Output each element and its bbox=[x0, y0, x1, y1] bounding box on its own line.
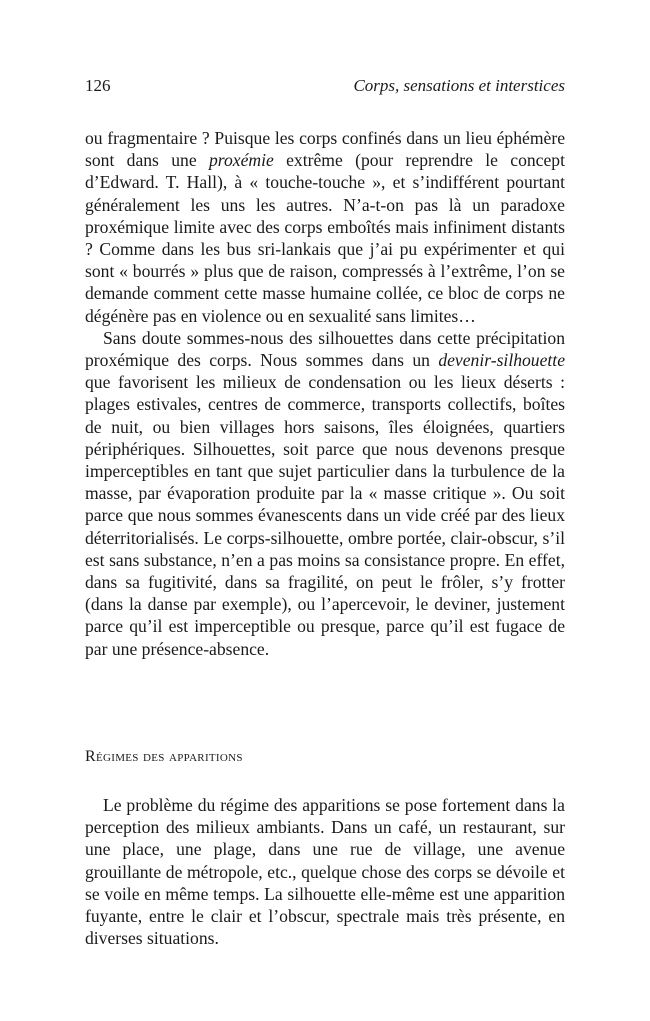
paragraph bbox=[85, 327, 565, 660]
section-heading: Régimes des apparitions bbox=[85, 748, 243, 765]
paragraph-text: Sans doute sommes-nous des silhouettes dans cette précipitation proxémique des corps. Nous sommes dans un bbox=[85, 327, 565, 371]
paragraph-text: extrême (pour reprendre le concept d’Edward. T. Hall), à « touche-touche », et s’indifférent pourtant généralement les uns les autres. N’a-t-on pas là un paradoxe proxémique limite avec des corps emboîtés mais infiniment distants ? Comme dans les bus sri-lankais que j’ai pu expérimenter et qui sont « bourrés » plus que de raison, compressés à l’extrême, l’on se demande comment cette masse humaine collée, ce bloc de corps ne dégénère pas en violence ou en sexualité sans limites… bbox=[85, 150, 565, 326]
body-text-block-1 bbox=[85, 127, 565, 660]
running-title: Corps, sensations et interstices bbox=[353, 76, 565, 95]
page-number: 126 bbox=[85, 76, 111, 95]
paragraph-continued bbox=[85, 127, 565, 327]
body-text-block-2 bbox=[85, 794, 565, 949]
emphasis-proxemie: proxémie bbox=[208, 150, 274, 171]
running-head bbox=[85, 76, 565, 100]
paragraph-text: que favorisent les milieux de condensation ou les lieux déserts : plages estivales, centres de commerce, transports collectifs, boîtes de nuit, ou bien villages hors saisons, îles éloignées, quartiers périphériques. Silhouettes, soit parce que nous devenons presque imperceptibles en tant que sujet particulier dans la turbulence de la masse, par évaporation produite par la « masse critique ». Ou soit parce que nous sommes évanescents dans un vide créé par des lieux déterritorialisés. Le corps-silhouette, ombre portée, clair-obscur, s’il est sans substance, n’en a pas moins sa consistance propre. En effet, dans sa fugitivité, dans sa fragilité, on peut le frôler, s’y frotter (dans la danse par exemple), ou l’apercevoir, le deviner, justement parce qu’il est imperceptible ou presque, parce qu’il est fugace de par une présence-absence. bbox=[85, 372, 565, 659]
emphasis-devenir-silhouette: devenir-silhouette bbox=[438, 350, 565, 371]
paragraph-text: ou fragmentaire ? Puisque les corps confinés dans un lieu éphémère sont dans une bbox=[85, 128, 565, 171]
paragraph: Le problème du régime des apparitions se pose fortement dans la perception des milieux ambiants. Dans un café, un restaurant, sur une place, une plage, dans une rue de village, une avenue grouillante de métropole, etc., quelque chose des corps se dévoile et se voile en même temps. La silhouette elle-même est une apparition fuyante, entre le clair et l’obscur, spectrale mais très présente, en diverses situations. bbox=[85, 795, 565, 949]
